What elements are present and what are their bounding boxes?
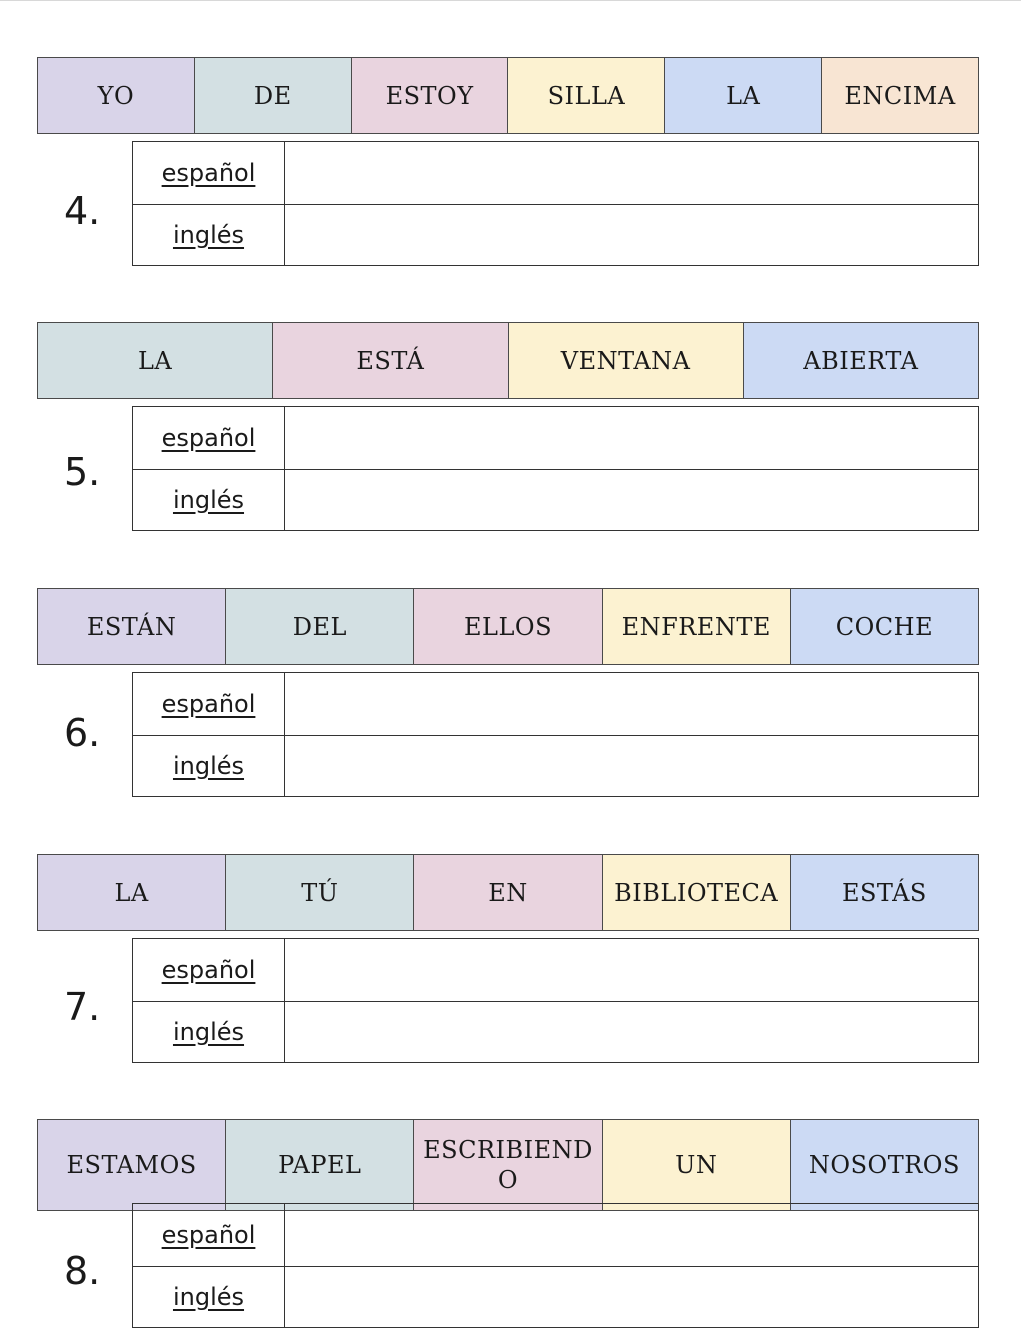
spanish-label: español bbox=[133, 1204, 285, 1266]
spanish-row bbox=[133, 939, 978, 1002]
english-label: inglés bbox=[133, 469, 285, 530]
answer-table bbox=[132, 938, 979, 1063]
top-rule bbox=[0, 0, 1021, 1]
word-tile: ELLOS bbox=[414, 589, 602, 664]
word-tile: PAPEL bbox=[226, 1120, 414, 1210]
word-tile: ESTOY bbox=[352, 58, 509, 133]
spanish-answer-field[interactable] bbox=[285, 142, 978, 204]
english-row bbox=[133, 469, 978, 530]
word-tile: BIBLIOTECA bbox=[603, 855, 791, 930]
english-answer-field[interactable] bbox=[285, 1001, 978, 1062]
word-bank-row bbox=[37, 1119, 979, 1211]
word-tile: ENFRENTE bbox=[603, 589, 791, 664]
answer-table bbox=[132, 141, 979, 266]
word-tile: LA bbox=[665, 58, 822, 133]
word-tile: ESTÁ bbox=[273, 323, 508, 398]
english-row bbox=[133, 1266, 978, 1327]
english-label: inglés bbox=[133, 735, 285, 796]
exercise-number: 7. bbox=[64, 985, 101, 1029]
word-tile: VENTANA bbox=[509, 323, 744, 398]
exercise-number: 8. bbox=[64, 1249, 101, 1293]
word-tile: YO bbox=[38, 58, 195, 133]
spanish-label: español bbox=[133, 939, 285, 1001]
word-tile: COCHE bbox=[791, 589, 978, 664]
word-bank-row bbox=[37, 322, 979, 399]
spanish-label: español bbox=[133, 673, 285, 735]
word-tile: ESTÁS bbox=[791, 855, 978, 930]
english-answer-field[interactable] bbox=[285, 204, 978, 265]
word-bank-row bbox=[37, 854, 979, 931]
answer-table bbox=[132, 672, 979, 797]
exercise-number: 4. bbox=[64, 189, 101, 233]
english-answer-field[interactable] bbox=[285, 735, 978, 796]
word-tile: ABIERTA bbox=[744, 323, 978, 398]
english-answer-field[interactable] bbox=[285, 1266, 978, 1327]
spanish-row bbox=[133, 407, 978, 470]
spanish-row bbox=[133, 142, 978, 205]
spanish-answer-field[interactable] bbox=[285, 673, 978, 735]
spanish-answer-field[interactable] bbox=[285, 939, 978, 1001]
exercise-number: 5. bbox=[64, 450, 101, 494]
word-bank-row bbox=[37, 588, 979, 665]
word-tile: NOSOTROS bbox=[791, 1120, 978, 1210]
word-tile: ESTÁN bbox=[38, 589, 226, 664]
english-label: inglés bbox=[133, 1266, 285, 1327]
word-tile: ENCIMA bbox=[822, 58, 978, 133]
word-tile: DEL bbox=[226, 589, 414, 664]
word-tile: EN bbox=[414, 855, 602, 930]
spanish-label: español bbox=[133, 407, 285, 469]
word-tile: UN bbox=[603, 1120, 791, 1210]
english-row bbox=[133, 735, 978, 796]
spanish-answer-field[interactable] bbox=[285, 1204, 978, 1266]
english-row bbox=[133, 1001, 978, 1062]
word-tile: DE bbox=[195, 58, 352, 133]
spanish-row bbox=[133, 673, 978, 736]
word-bank-row bbox=[37, 57, 979, 134]
answer-table bbox=[132, 1203, 979, 1328]
exercise-number: 6. bbox=[64, 711, 101, 755]
word-tile: TÚ bbox=[226, 855, 414, 930]
spanish-label: español bbox=[133, 142, 285, 204]
english-label: inglés bbox=[133, 1001, 285, 1062]
word-tile: LA bbox=[38, 323, 273, 398]
english-label: inglés bbox=[133, 204, 285, 265]
spanish-answer-field[interactable] bbox=[285, 407, 978, 469]
word-tile: SILLA bbox=[508, 58, 665, 133]
word-tile: ESCRIBIENDO bbox=[414, 1120, 602, 1210]
english-row bbox=[133, 204, 978, 265]
answer-table bbox=[132, 406, 979, 531]
english-answer-field[interactable] bbox=[285, 469, 978, 530]
word-tile: LA bbox=[38, 855, 226, 930]
spanish-row bbox=[133, 1204, 978, 1267]
word-tile: ESTAMOS bbox=[38, 1120, 226, 1210]
